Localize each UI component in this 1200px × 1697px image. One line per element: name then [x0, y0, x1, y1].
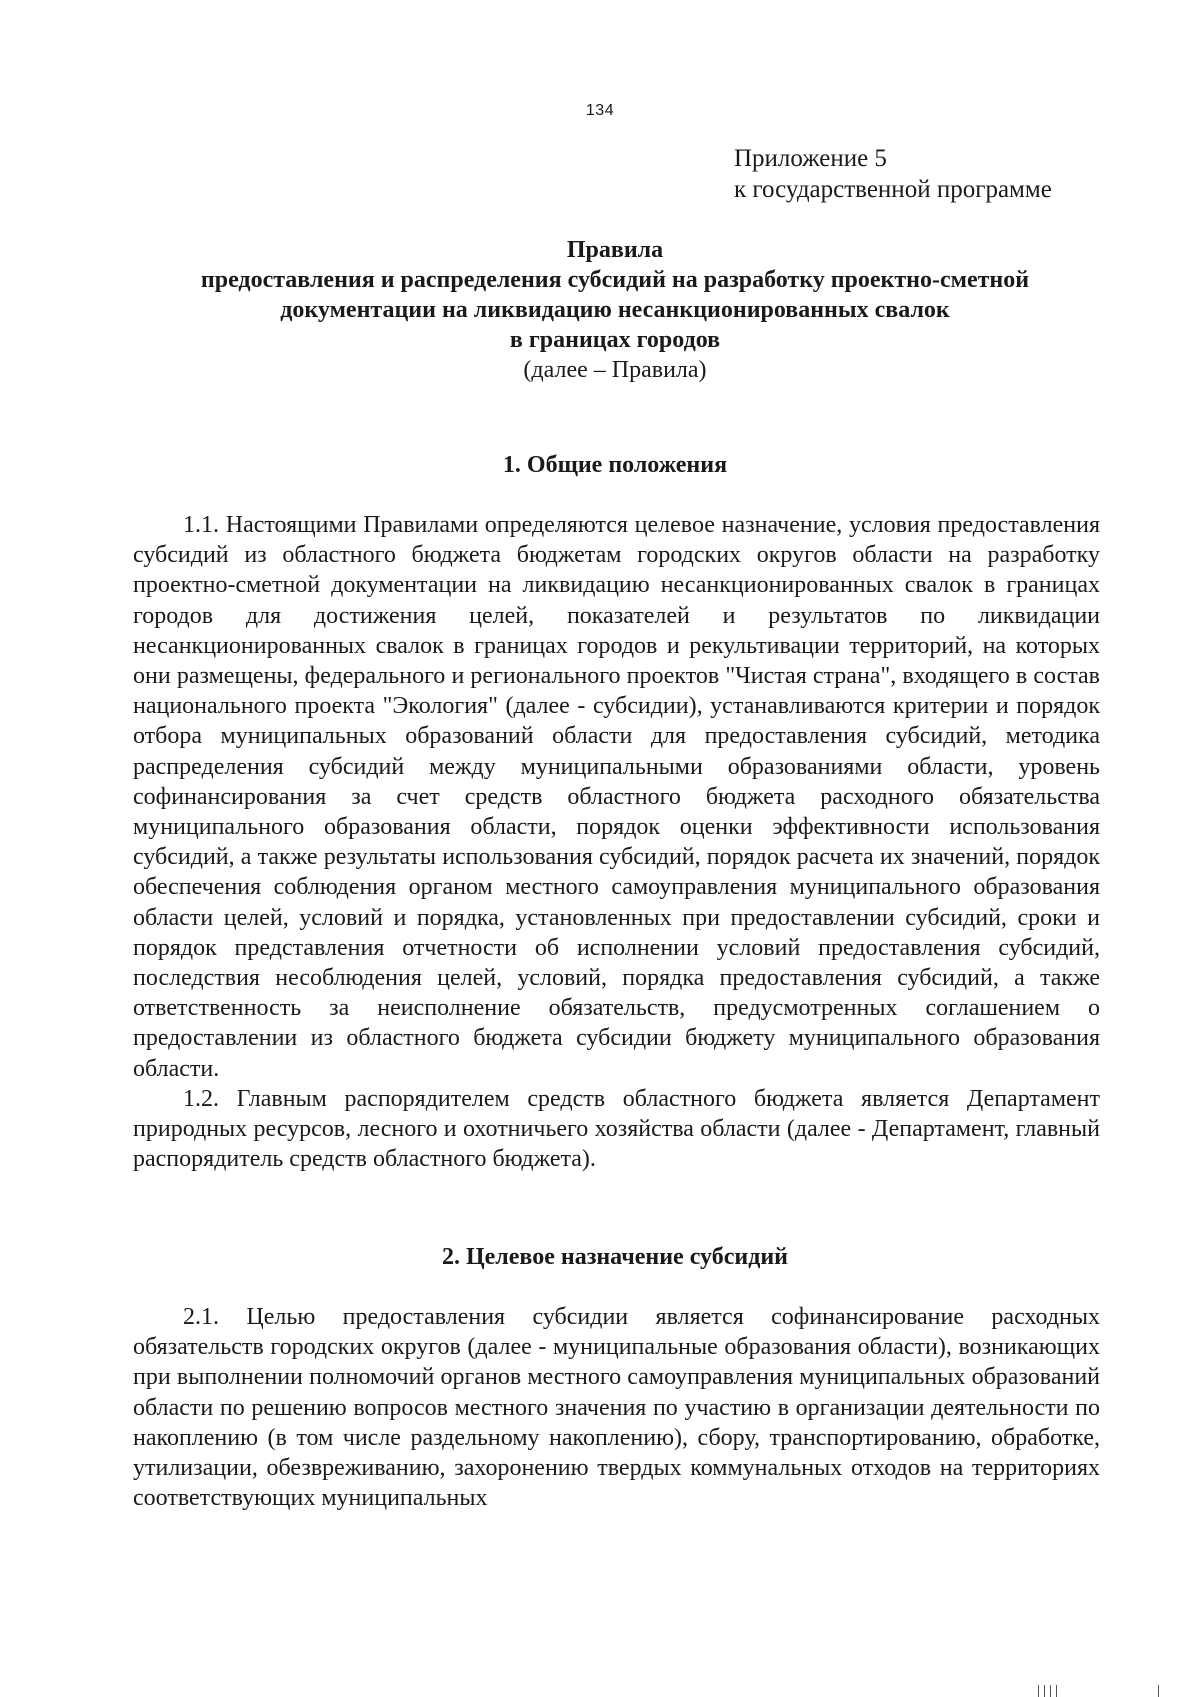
section-2-body	[133, 1302, 1100, 1513]
appendix-note	[734, 143, 1052, 205]
title-line-3: документации на ликвидацию несанкционированных свалок	[280, 297, 950, 323]
section-1-heading: 1. Общие положения	[502, 452, 728, 478]
document-title	[120, 235, 1110, 385]
title-line-1: Правила	[566, 237, 664, 263]
paragraph-1-1: 1.1. Настоящими Правилами определяются целевое назначение, условия предоставления субсидий из областного бюджета бюджетам городских округов области на разработку проектно-сметной документации на ликвидацию несанкционированных свалок в границах городов для достижения целей, показателей и результатов по ликвидации несанкционированных свалок в границах городов и рекультивации территорий, на которых они размещены, федерального и регионального проектов "Чистая страна", входящего в состав национального проекта "Экология" (далее - субсидии), устанавливаются критерии и порядок отбора муниципальных образований области для предоставления субсидий, методика распределения субсидий между муниципальными образованиями области, уровень софинансирования за счет средств областного бюджета расходного обязательства муниципального образования области, порядок оценки эффективности использования субсидий, а также результаты использования субсидий, порядок расчета их значений, порядок обеспечения соблюдения органом местного самоуправления муниципального образования области целей, условий и порядка, установленных при предоставлении субсидий, сроки и порядок представления отчетности об исполнении условий предоставления субсидий, последствия несоблюдения целей, условий, порядка предоставления субсидий, а также ответственность за неисполнение обязательств, предусмотренных соглашением о предоставлении из областного бюджета субсидии бюджету муниципального образования области.	[133, 512, 1100, 1082]
scan-edge-marks	[1038, 1683, 1168, 1697]
title-line-5: (далее – Правила)	[523, 357, 707, 383]
section-1-body	[133, 510, 1100, 1174]
page-number: 134	[585, 102, 615, 119]
appendix-line-2: к государственной программе	[734, 176, 1052, 203]
paragraph-2-1: 2.1. Целью предоставления субсидии является софинансирование расходных обязательств городских округов (далее - муниципальные образования области), возникающих при выполнении полномочий органов местного самоуправления муниципальных образований области по решению вопросов местного значения по участию в организации деятельности по накоплению (в том числе раздельному накоплению), сбору, транспортированию, обработке, утилизации, обезвреживанию, захоронению твердых коммунальных отходов на территориях соответствующих муниципальных	[133, 1304, 1100, 1512]
paragraph-1-2: 1.2. Главным распорядителем средств областного бюджета является Департамент природных ресурсов, лесного и охотничьего хозяйства области (далее - Департамент, главный распорядитель средств областного бюджета).	[133, 1085, 1100, 1173]
title-line-4: в границах городов	[509, 327, 721, 353]
title-line-2: предоставления и распределения субсидий на разработку проектно-сметной	[200, 267, 1030, 293]
appendix-line-1: Приложение 5	[734, 145, 887, 172]
section-2-heading: 2. Целевое назначение субсидий	[441, 1244, 789, 1270]
